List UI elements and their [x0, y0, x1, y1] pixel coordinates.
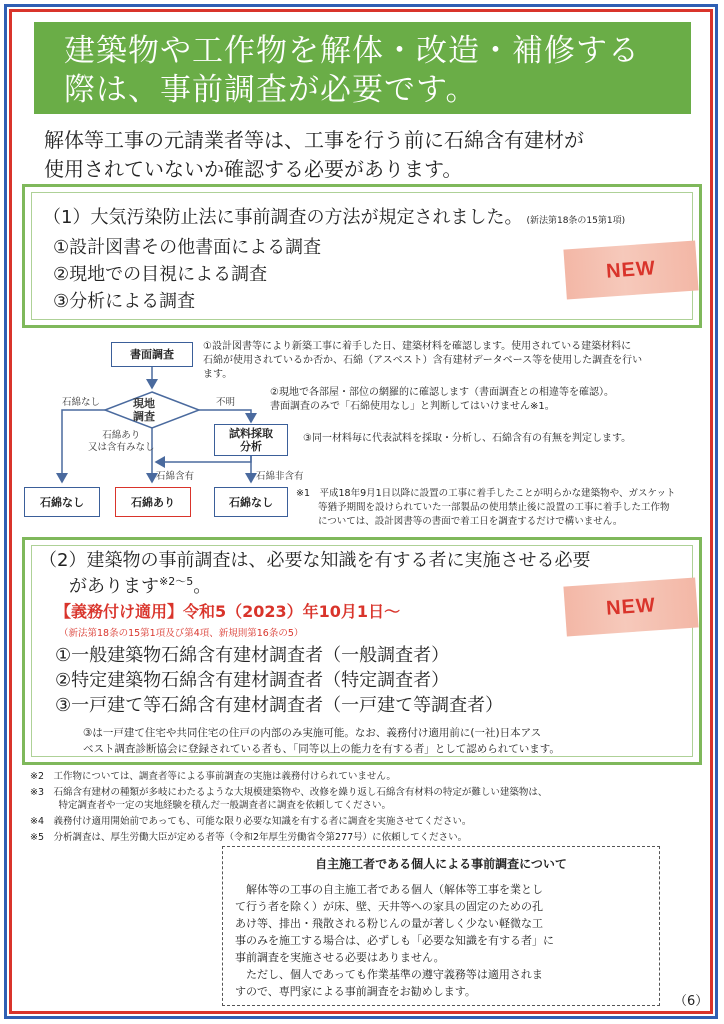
- self-builder-title: 自主施工者である個人による事前調査について: [315, 857, 567, 871]
- page-number: （6）: [674, 994, 709, 1009]
- flow-note-4-line-3: については、設計図書等の書面で着工日を調査するだけで構いません。: [318, 516, 623, 527]
- title-line-2: 際は、事前調査が必要です。: [64, 72, 478, 108]
- title-line-1: 建築物や工作物を解体・改造・補修する: [64, 33, 640, 69]
- flow-note-3: [303, 432, 631, 446]
- flow-label-contains: 石綿含有: [156, 471, 195, 482]
- section2-heading-line-1: （2）建築物の事前調査は、必要な知識を有する者に実施させる必要: [39, 550, 591, 571]
- flow-note-1-line-3: ます。: [203, 369, 233, 380]
- flow-doc-survey: 書面調査: [111, 342, 193, 367]
- flow-label-unknown: 不明: [216, 397, 236, 408]
- flow-sampling: [214, 424, 288, 456]
- self-builder-line-5: 事前調査を実施させる必要はありません。: [235, 951, 445, 964]
- flow-note-4-line-1: ※1 平成18年9月1日以降に設置の工事に着手したことが明らかな建築物や、ガスケット: [296, 488, 676, 499]
- flow-result-none-right: 石綿なし: [214, 487, 288, 517]
- flow-label-present-2: 又は含有みなし: [88, 442, 155, 453]
- flow-note-3-line: ③同一材料毎に代表試料を採取・分析し、石綿含有の有無を判定します。: [303, 433, 632, 444]
- section2-item-1: ①一般建築物石綿含有建材調査者（一般調査者）: [55, 645, 450, 666]
- flow-note-1-line-1: ①設計図書等により新築工事に着手した日、建築材料を確認します。使用されている建築材料に: [203, 341, 632, 352]
- section2-item-2: ②特定建築物石綿含有建材調査者（特定調査者）: [55, 670, 450, 691]
- footnote-2: ※2 工作物については、調査者等による事前調査の実施は義務付けられていません。: [30, 771, 396, 782]
- flow-label-present-1: 石綿あり: [102, 430, 141, 441]
- flow-result-present: 石綿あり: [115, 487, 191, 517]
- flow-site-survey-line1: 現地: [133, 397, 155, 410]
- section2-heading-text: があります: [69, 576, 159, 597]
- section2-note-line-1: ③は一戸建て住宅や共同住宅の住戸の内部のみ実施可能。なお、義務付け適用前に(一社)日本アス: [83, 727, 542, 739]
- footnotes: [30, 770, 547, 844]
- intro-line-1: 解体等工事の元請業者等は、工事を行う前に石綿含有建材が: [44, 128, 584, 152]
- flow-sampling-line1: 試料採取: [229, 427, 273, 440]
- flow-note-1: [203, 340, 642, 382]
- footnote-3: ※3 石綿含有建材の種類が多岐にわたるような大規模建築物や、改修を繰り返し石綿含有材料の特定が難しい建築物は、: [30, 787, 548, 798]
- flow-sampling-line2: 分析: [240, 440, 262, 453]
- self-builder-box: [222, 846, 660, 1006]
- section2-heading-sup: ※2～5: [159, 575, 194, 588]
- self-builder-line-7: すので、専門家による事前調査をお勧めします。: [235, 985, 476, 998]
- section1-heading-text: （1）大気汚染防止法に事前調査の方法が規定されました。: [43, 207, 523, 228]
- self-builder-line-4: 事のみを施工する場合は、必ずしも「必要な知識を有する者」に: [235, 934, 554, 947]
- section2-obligation-ref: （新法第18条の15第1項及び第4項、新規則第16条の5）: [59, 628, 304, 639]
- new-badge-2: NEW: [563, 577, 698, 636]
- self-builder-line-3: あけ等、排出・飛散される粉じんの量が著しく少ない軽微な工: [235, 917, 543, 930]
- flow-site-survey-line2: 調査: [133, 410, 155, 423]
- footnote-3-cont: 特定調査者や一定の実地経験を積んだ一般調査者に調査を依頼してください。: [30, 800, 392, 811]
- intro-line-2: 使用されていないか確認する必要があります。: [44, 157, 463, 181]
- footnote-5: ※5 分析調査は、厚生労働大臣が定める者等（令和2年厚生労働省令第277号）に依頼してください。: [30, 832, 468, 843]
- section1-item-2: ②現地での目視による調査: [53, 264, 268, 285]
- section2-note-line-2: ベスト調査診断協会に登録されている者も、「同等以上の能力を有する者」として認められています。: [83, 743, 560, 755]
- new-badge-1: NEW: [563, 240, 698, 299]
- footnote-4: ※4 義務付け適用開始前であっても、可能な限り必要な知識を有する者に調査を実施させてください。: [30, 816, 472, 827]
- section1-item-1: ①設計図書その他書面による調査: [53, 237, 322, 258]
- flow-site-survey: [133, 397, 155, 423]
- section1-ref: (新法第18条の15第1項): [526, 216, 626, 226]
- flow-note-1-line-2: 石綿が使用されているか否か、石綿（アスベスト）含有建材データベース等を使用した調査を行い: [203, 355, 643, 366]
- section1-item-3: ③分析による調査: [53, 291, 196, 312]
- self-builder-body: [235, 881, 554, 1000]
- flow-note-2-line-2: 書面調査のみで「石綿使用なし」と判断してはいけません※1。: [270, 401, 555, 412]
- section2-heading-line-2: [69, 572, 211, 598]
- flow-label-not-contains: 石綿非含有: [256, 471, 304, 482]
- self-builder-line-2: て行う者を除く）が床、壁、天井等への家具の固定のための孔: [235, 900, 543, 913]
- flow-label-present: [88, 430, 155, 454]
- section2-obligation: 【義務付け適用】令和5（2023）年10月1日～: [55, 602, 401, 621]
- flow-note-4-line-2: 等猶予期間を設けられていた一部製品の使用禁止後に設置の工事に着手した工作物: [318, 502, 670, 513]
- self-builder-line-1: 解体等の工事の自主施工者である個人（解体等工事を業とし: [235, 883, 543, 896]
- flow-note-2-line-1: ②現地で各部屋・部位の網羅的に確認します（書面調査との相違等を確認）。: [270, 387, 614, 398]
- flow-result-none-left: 石綿なし: [24, 487, 100, 517]
- flow-note-4: [296, 487, 676, 529]
- self-builder-line-6: ただし、個人であっても作業基準の遵守義務等は適用されま: [235, 968, 543, 981]
- flow-note-2: [270, 386, 614, 414]
- flow-label-none: 石綿なし: [62, 397, 101, 408]
- section2-item-3: ③一戸建て等石綿含有建材調査者（一戸建て等調査者）: [55, 695, 504, 716]
- section2-box: [22, 537, 702, 765]
- section2-heading-end: 。: [193, 576, 212, 597]
